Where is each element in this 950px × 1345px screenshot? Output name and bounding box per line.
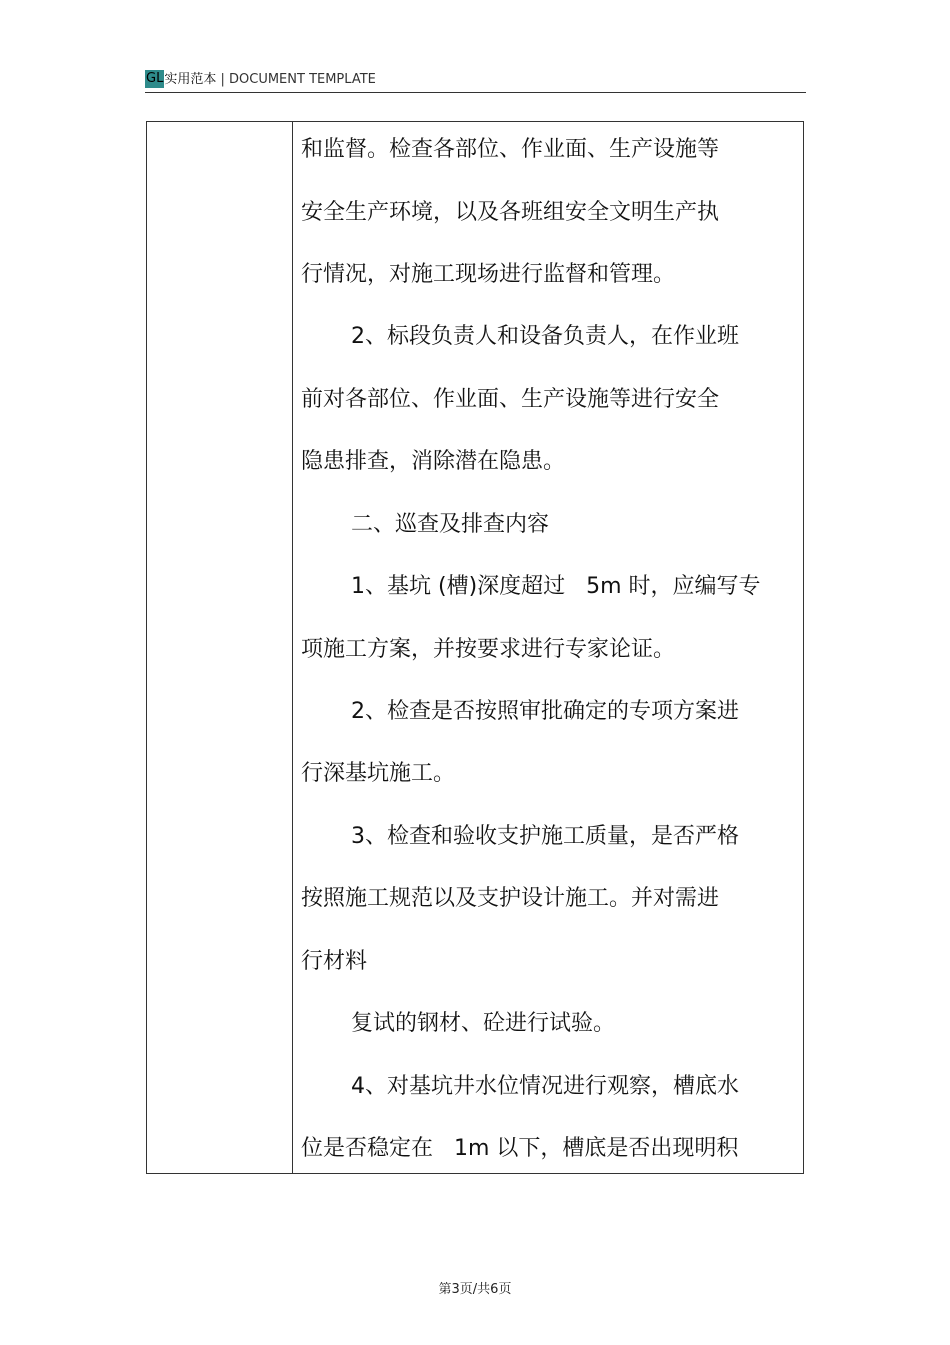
- text-line-4: 2、标段负责人和设备负责人，在作业班: [351, 324, 739, 349]
- text-line-5: 前对各部位、作业面、生产设施等进行安全: [301, 387, 720, 412]
- content-table: [146, 121, 804, 1174]
- logo-badge: GL: [146, 71, 164, 86]
- section-heading: 二、巡查及排查内容: [351, 512, 550, 537]
- page-header: [145, 70, 806, 93]
- text-line-13: 按照施工规范以及支护设计施工。并对需进: [301, 886, 720, 911]
- text-line-10: 2、检查是否按照审批确定的专项方案进: [351, 699, 739, 724]
- header-separator: |: [216, 72, 229, 87]
- header-title: 实用范本: [164, 72, 217, 87]
- text-line-6: 隐患排查，消除潜在隐患。: [301, 449, 566, 474]
- text-line-11: 行深基坑施工。: [301, 761, 456, 786]
- text-line-3: 行情况，对施工现场进行监督和管理。: [301, 262, 676, 287]
- text-line-2: 安全生产环境，以及各班组安全文明生产执: [301, 200, 720, 225]
- text-line-14: 行材料: [301, 949, 368, 974]
- text-line-9: 项施工方案，并按要求进行专家论证。: [301, 637, 676, 662]
- text-line-16: 4、对基坑井水位情况进行观察，槽底水: [351, 1074, 739, 1099]
- header-subtitle: DOCUMENT TEMPLATE: [229, 72, 376, 87]
- text-line-8: 1、基坑 (槽)深度超过 5m 时，应编写专: [351, 574, 761, 599]
- text-line-12: 3、检查和验收支护施工质量，是否严格: [351, 824, 739, 849]
- text-line-17: 位是否稳定在 1m 以下，槽底是否出现明积: [301, 1136, 739, 1161]
- page-number: 第3页/共6页: [438, 1282, 512, 1297]
- text-line-1: 和监督。检查各部位、作业面、生产设施等: [301, 137, 720, 162]
- column-divider: [292, 122, 293, 1173]
- text-line-15: 复试的钢材、砼进行试验。: [351, 1011, 616, 1036]
